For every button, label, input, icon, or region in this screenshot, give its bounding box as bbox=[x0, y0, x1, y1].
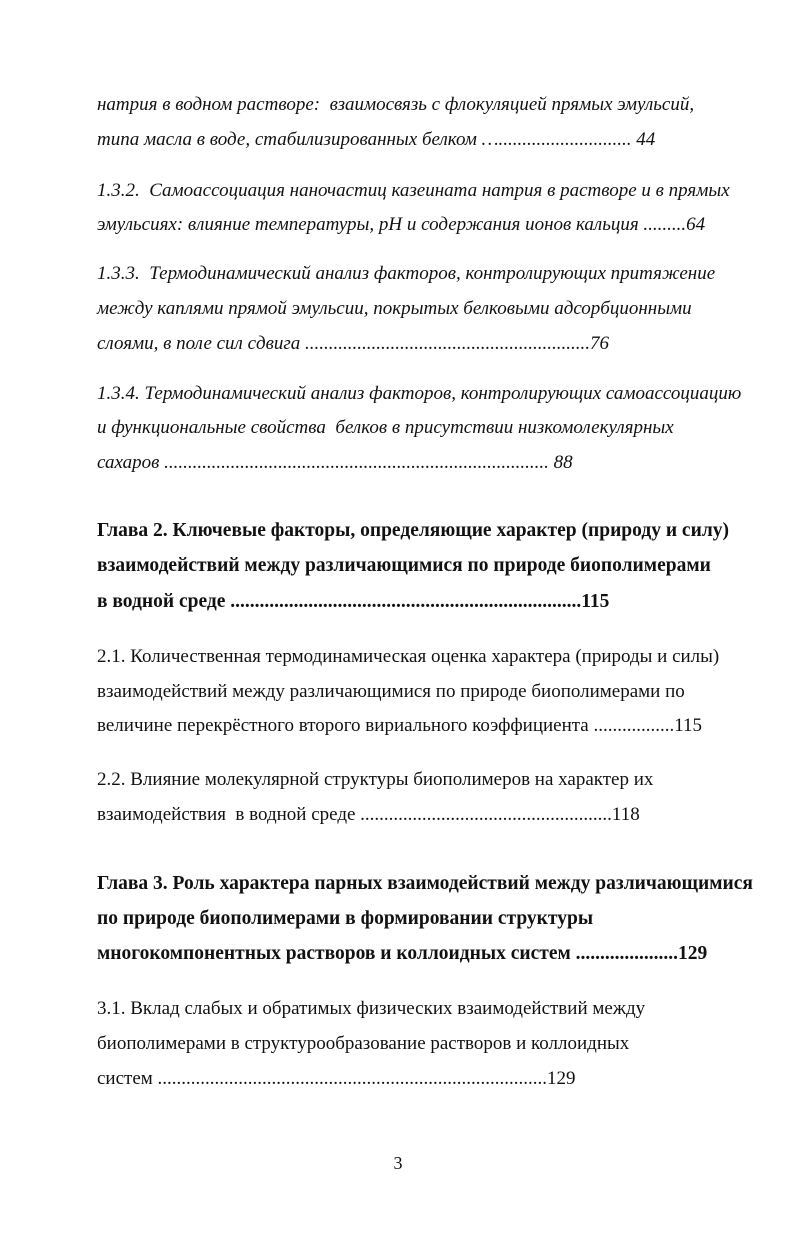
toc-entry-line: 1.3.3. Термодинамический анализ факторов, контролирующих притяжение bbox=[97, 263, 716, 284]
toc-entry-line: систем ..................................................................................129 bbox=[97, 1068, 576, 1089]
toc-entry-line: 1.3.4. Термодинамический анализ факторов, контролирующих самоассоциацию bbox=[97, 383, 742, 404]
toc-entry-line: 1.3.2. Самоассоциация наночастиц казеината натрия в растворе и в прямых bbox=[97, 180, 730, 201]
toc-entry-line: взаимодействия в водной среде .....................................................118 bbox=[97, 804, 640, 825]
toc-entry-line: биополимерами в структурообразование растворов и коллоидных bbox=[97, 1033, 630, 1054]
chapter-heading-line: взаимодействий между различающимися по природе биополимерами bbox=[97, 555, 711, 576]
chapter-heading-line: Глава 3. Роль характера парных взаимодействий между различающимися bbox=[97, 873, 753, 894]
chapter-heading-line: многокомпонентных растворов и коллоидных систем .....................129 bbox=[97, 943, 708, 964]
toc-entry-line: эмульсиях: влияние температуры, pH и содержания ионов кальция .........64 bbox=[97, 214, 706, 235]
toc-entry-line: 3.1. Вклад слабых и обратимых физических взаимодействий между bbox=[97, 998, 646, 1019]
chapter-heading-line: Глава 2. Ключевые факторы, определяющие характер (природу и силу) bbox=[97, 520, 730, 541]
toc-entry-line: взаимодействий между различающимися по природе биополимерами по bbox=[97, 681, 685, 702]
toc-entry-line: сахаров ................................................................................. 88 bbox=[97, 452, 573, 473]
toc-entry-line: величине перекрёстного второго вириального коэффициента .................115 bbox=[97, 715, 703, 736]
toc-entry-line: 2.2. Влияние молекулярной структуры биополимеров на характер их bbox=[97, 769, 654, 790]
toc-entry-line: слоями, в поле сил сдвига ............................................................76 bbox=[97, 333, 610, 354]
chapter-heading-line: по природе биополимерами в формировании структуры bbox=[97, 908, 594, 929]
toc-entry-line: типа масла в воде, стабилизированных белком …............................ 44 bbox=[97, 129, 656, 150]
toc-entry-line: и функциональные свойства белков в присутствии низкомолекулярных bbox=[97, 417, 674, 438]
toc-entry-line: между каплями прямой эмульсии, покрытых белковыми адсорбционными bbox=[97, 298, 692, 319]
toc-entry-line: натрия в водном растворе: взаимосвязь с флокуляцией прямых эмульсий, bbox=[97, 94, 695, 115]
page-number: 3 bbox=[393, 1153, 403, 1173]
toc-entry-line: 2.1. Количественная термодинамическая оценка характера (природы и силы) bbox=[97, 646, 720, 667]
chapter-heading-line: в водной среде ........................................................................115 bbox=[97, 591, 610, 612]
